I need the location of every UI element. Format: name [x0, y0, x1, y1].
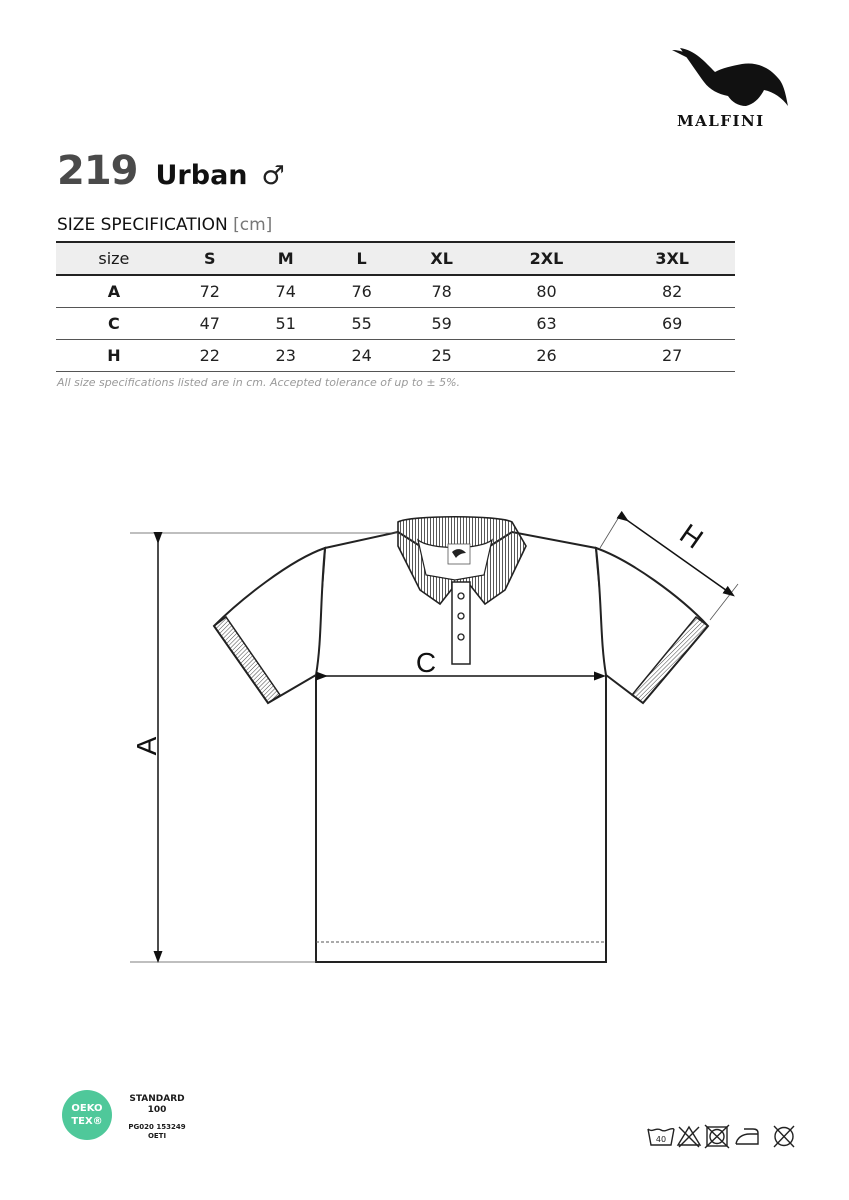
table-cell: 72: [199, 282, 220, 301]
standard-number: 100: [147, 1105, 167, 1115]
row-label: C: [108, 314, 120, 333]
wash-40-icon: [648, 1129, 674, 1145]
certificate-code: PG020 153249: [128, 1123, 186, 1131]
certificate-institute: OETI: [147, 1132, 167, 1140]
table-cell: 63: [536, 314, 557, 333]
table-cell: 69: [661, 314, 683, 333]
table-cell: 59: [431, 314, 452, 333]
column-header: M: [277, 249, 294, 268]
standard-text: STANDARD: [129, 1094, 185, 1104]
column-header: XL: [430, 249, 453, 268]
table-cell: 27: [661, 346, 683, 365]
oeko-line1: OEKO: [71, 1103, 103, 1114]
no-tumble-dry-icon: [705, 1125, 729, 1148]
product-name: Urban: [155, 160, 248, 191]
column-header: size: [98, 249, 130, 268]
wash-temperature: 40: [655, 1135, 667, 1144]
table-cell: 51: [275, 314, 296, 333]
table-cell: 74: [275, 282, 296, 301]
column-header: 2XL: [529, 249, 564, 268]
column-header: L: [356, 249, 367, 268]
gender-symbol: ♂: [261, 161, 285, 191]
no-bleach-icon: [678, 1127, 700, 1147]
section-unit: [cm]: [233, 215, 273, 235]
section-title: SIZE SPECIFICATION: [57, 215, 228, 235]
table-cell: 24: [351, 346, 372, 365]
table-cell: 22: [199, 346, 220, 365]
table-cell: 80: [536, 282, 557, 301]
column-header: S: [203, 249, 216, 268]
table-cell: 26: [536, 346, 557, 365]
column-header: 3XL: [655, 249, 689, 268]
oeko-line2: TEX®: [71, 1116, 103, 1127]
tolerance-note: All size specifications listed are in cm. Accepted tolerance of up to ± 5%.: [57, 376, 461, 389]
table-cell: 78: [431, 282, 452, 301]
oeko-tex-badge: [62, 1090, 202, 1150]
table-cell: 23: [275, 346, 296, 365]
standard-label: [126, 1094, 188, 1116]
table-cell: 55: [351, 314, 372, 333]
table-cell: 47: [199, 314, 220, 333]
row-label: A: [107, 282, 121, 301]
dimension-c-label: C: [415, 647, 437, 678]
oeko-tex-logo: [62, 1090, 112, 1140]
dimension-h-label: H: [674, 517, 709, 555]
dimension-a-label: A: [131, 736, 162, 756]
iron-icon: [736, 1129, 758, 1144]
care-symbols: [646, 1124, 800, 1150]
brand-name: MALFINI: [677, 112, 765, 130]
row-label: H: [107, 346, 121, 365]
no-dry-clean-icon: [774, 1126, 794, 1147]
certificate-info: [126, 1123, 188, 1141]
table-cell: 82: [661, 282, 683, 301]
table-cell: 25: [431, 346, 452, 365]
table-cell: 76: [351, 282, 372, 301]
product-code: 219: [57, 148, 138, 194]
